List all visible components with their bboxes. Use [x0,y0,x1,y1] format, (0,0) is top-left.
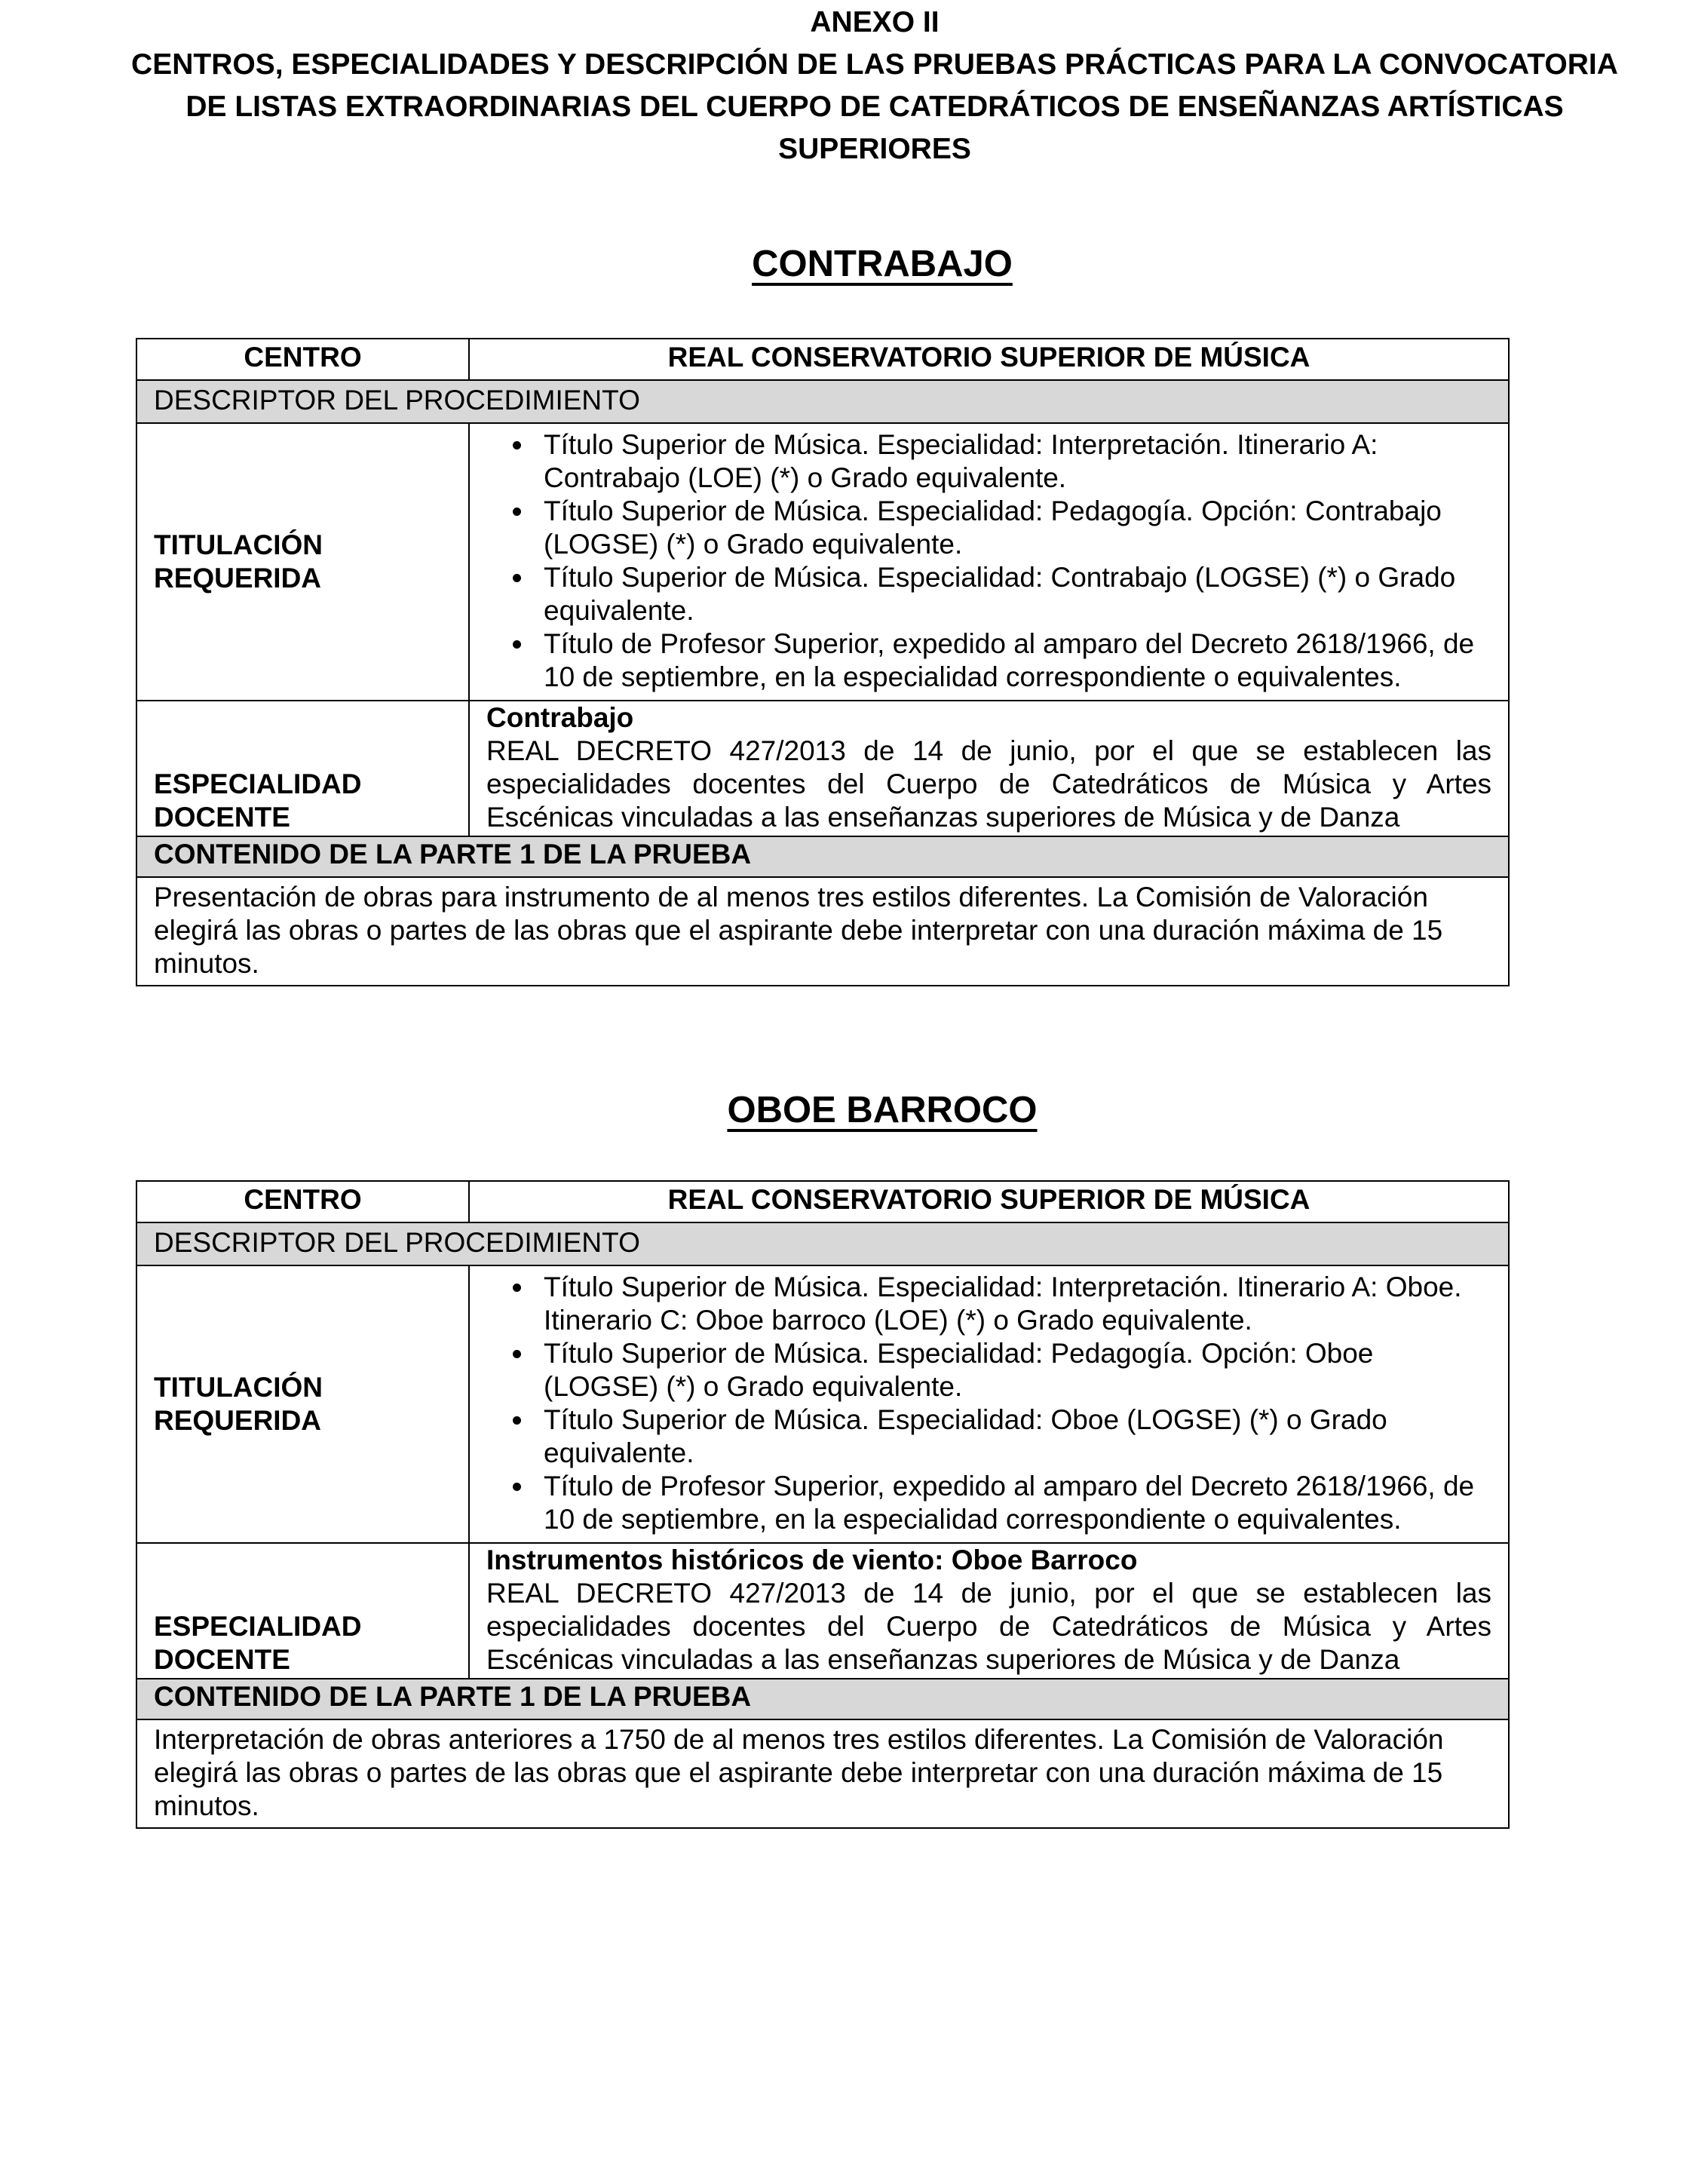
contenido-label: CONTENIDO DE LA PARTE 1 DE LA PRUEBA [136,1679,1509,1719]
spec-table-contrabajo [136,338,1510,986]
section-title-contrabajo: CONTRABAJO [752,244,1013,284]
list-item: • Título Superior de Música. Especialidad: Oboe (LOGSE) (*) o Grado equivalente. [535,1403,1493,1470]
descriptor-label: DESCRIPTOR DEL PROCEDIMIENTO [136,1222,1509,1265]
header-line-3: SUPERIORES [778,133,971,165]
list-item: • Título Superior de Música. Especialidad: Interpretación. Itinerario A: Contrabajo (LOE) (*) o Grado equivalente. [535,428,1493,495]
list-item: • Título Superior de Música. Especialidad: Pedagogía. Opción: Oboe (LOGSE) (*) o Grado equivalente. [535,1337,1493,1403]
titulacion-label [136,423,469,701]
especialidad-text: REAL DECRETO 427/2013 de 14 de junio, por el que se establecen las especialidades docentes del Cuerpo de Catedráticos de Música y Artes Escénicas vinculadas a las enseñanzas superiores de Música y de Danza [486,1578,1491,1675]
annex-title: ANEXO II [810,6,940,38]
especialidad-label [136,1543,469,1679]
especialidad-label [136,701,469,836]
centro-label: CENTRO [136,1181,469,1222]
titulacion-list [492,428,1493,694]
titulacion-label-text: TITULACIÓN REQUERIDA [154,529,323,594]
section-title-oboe-barroco: OBOE BARROCO [727,1090,1038,1130]
spec-table-oboe-barroco [136,1180,1510,1829]
especialidad-cell [469,701,1509,836]
document-header [45,2,1686,170]
especialidad-label-text: ESPECIALIDAD DOCENTE [154,1611,362,1675]
especialidad-cell [469,1543,1509,1679]
centro-value: REAL CONSERVATORIO SUPERIOR DE MÚSICA [469,339,1509,380]
list-item: • Título de Profesor Superior, expedido al amparo del Decreto 2618/1966, de 10 de septiembre, en la especialidad correspondiente o equivalentes. [535,1470,1493,1536]
titulacion-cell [469,1265,1509,1543]
header-line-1: CENTROS, ESPECIALIDADES Y DESCRIPCIÓN DE LAS PRUEBAS PRÁCTICAS PARA LA CONVOCATORIA [131,48,1618,81]
contenido-label: CONTENIDO DE LA PARTE 1 DE LA PRUEBA [136,836,1509,877]
especialidad-name: Contrabajo [486,702,634,733]
contenido-text: Interpretación de obras anteriores a 1750 de al menos tres estilos diferentes. La Comisión de Valoración elegirá las obras o partes de las obras que el aspirante debe interpretar con una duración máxima de 15 minutos. [136,1719,1509,1828]
centro-label: CENTRO [136,339,469,380]
titulacion-label-text: TITULACIÓN REQUERIDA [154,1372,323,1436]
list-item: • Título Superior de Música. Especialidad: Interpretación. Itinerario A: Oboe. Itinerario C: Oboe barroco (LOE) (*) o Grado equivalente. [535,1271,1493,1337]
centro-value: REAL CONSERVATORIO SUPERIOR DE MÚSICA [469,1181,1509,1222]
especialidad-name: Instrumentos históricos de viento: Oboe Barroco [486,1544,1138,1575]
titulacion-label [136,1265,469,1543]
titulacion-list [492,1271,1493,1536]
list-item: • Título Superior de Música. Especialidad: Contrabajo (LOGSE) (*) o Grado equivalente. [535,561,1493,627]
list-item: • Título Superior de Música. Especialidad: Pedagogía. Opción: Contrabajo (LOGSE) (*) o Grado equivalente. [535,495,1493,561]
contenido-text: Presentación de obras para instrumento de al menos tres estilos diferentes. La Comisión de Valoración elegirá las obras o partes de las obras que el aspirante debe interpretar con una duración máxima de 15 minutos. [136,877,1509,986]
especialidad-text: REAL DECRETO 427/2013 de 14 de junio, por el que se establecen las especialidades docentes del Cuerpo de Catedráticos de Música y Artes Escénicas vinculadas a las enseñanzas superiores de Música y de Danza [486,735,1491,833]
list-item: • Título de Profesor Superior, expedido al amparo del Decreto 2618/1966, de 10 de septiembre, en la especialidad correspondiente o equivalentes. [535,627,1493,694]
descriptor-label: DESCRIPTOR DEL PROCEDIMIENTO [136,380,1509,423]
header-line-2: DE LISTAS EXTRAORDINARIAS DEL CUERPO DE CATEDRÁTICOS DE ENSEÑANZAS ARTÍSTICAS [185,90,1564,123]
titulacion-cell [469,423,1509,701]
especialidad-label-text: ESPECIALIDAD DOCENTE [154,768,362,833]
